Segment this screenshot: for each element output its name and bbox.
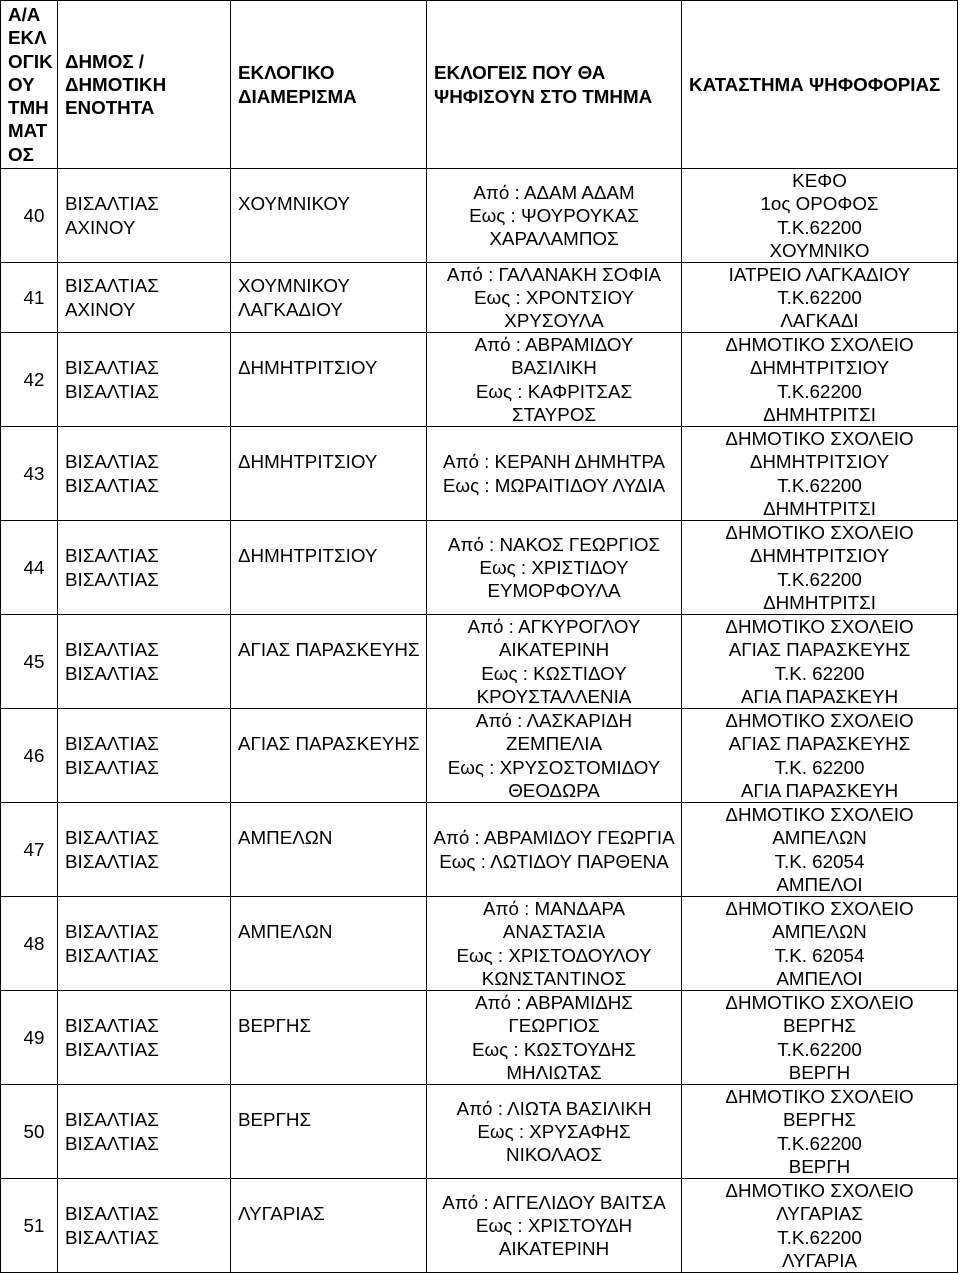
header-line: ΕΝΟΤΗΤΑ: [65, 97, 155, 119]
cell-electoral-district: [231, 521, 427, 615]
cell-electoral-district: [231, 991, 427, 1085]
header-line: ΟΣ: [8, 143, 34, 165]
polling-station-line: 1ος ΟΡΟΦΟΣ: [760, 193, 879, 215]
cell-polling-station: [682, 803, 958, 897]
cell-municipality: [58, 263, 231, 333]
municipality-line: ΒΙΣΑΛΤΙΑΣ: [65, 1226, 159, 1248]
header-line: ΕΚΛΟΓΙΚΟ: [238, 62, 335, 84]
cell-polling-station: [682, 615, 958, 709]
municipality-line: ΒΙΣΑΛΤΙΑΣ: [65, 193, 159, 215]
cell-voters: [427, 427, 682, 521]
voters-line: ΜΗΛΙΩΤΑΣ: [506, 1061, 602, 1083]
voters-line: Εως : ΛΩΤΙΔΟΥ ΠΑΡΘΕΝΑ: [439, 850, 669, 872]
polling-station-line: ΔΗΜΗΤΡΙΤΣΙ: [763, 497, 876, 519]
district-line: ΛΥΓΑΡΙΑΣ: [238, 1203, 325, 1225]
cell-polling-station: [682, 169, 958, 263]
district-lines: [238, 1014, 311, 1061]
municipality-line: ΒΙΣΑΛΤΙΑΣ: [65, 1109, 159, 1131]
municipality-line: ΒΙΣΑΛΤΙΑΣ: [65, 568, 159, 590]
cell-voters: [427, 709, 682, 803]
cell-electoral-district: [231, 897, 427, 991]
district-lines: [238, 450, 377, 497]
voters-line: Από : ΜΑΝΔΑΡΑ: [482, 897, 626, 919]
cell-polling-station: [682, 897, 958, 991]
district-line: ΔΗΜΗΤΡΙΤΣΙΟΥ: [238, 451, 378, 473]
voters-line: Εως : ΚΩΣΤΟΥΔΗΣ: [471, 1038, 637, 1060]
cell-electoral-district: [231, 1085, 427, 1179]
polling-station-line: ΔΗΜΗΤΡΙΤΣΙ: [763, 403, 876, 425]
voters-line: Από : ΑΓΓΕΛΙΔΟΥ ΒΑΙΤΣΑ: [442, 1191, 666, 1213]
polling-station-line: ΔΗΜΟΤΙΚΟ ΣΧΟΛΕΙΟ: [725, 333, 914, 355]
polling-station-line: ΒΕΡΓΗ: [788, 1061, 851, 1083]
cell-voters: [427, 991, 682, 1085]
voters-line: ΚΡΟΥΣΤΑΛΛΕΝΙΑ: [476, 685, 632, 707]
polling-station-line: ΔΗΜΗΤΡΙΤΣΙΟΥ: [749, 545, 890, 567]
polling-station-line: ΔΗΜΟΤΙΚΟ ΣΧΟΛΕΙΟ: [725, 991, 914, 1013]
polling-station-line: ΚΕΦΟ: [792, 169, 847, 191]
voters-line: ΒΑΣΙΛΙΚΗ: [511, 357, 597, 379]
polling-station-line: ΛΥΓΑΡΙΑ: [781, 1249, 858, 1271]
polling-station-line: Τ.Κ. 62200: [774, 756, 865, 778]
cell-municipality: [58, 333, 231, 427]
polling-station-line: Τ.Κ.62200: [777, 380, 862, 402]
cell-municipality: [58, 427, 231, 521]
municipality-line: ΒΙΣΑΛΤΙΑΣ: [65, 827, 159, 849]
header-voters: [427, 1, 682, 169]
voters-line: Από : ΚΕΡΑΝΗ ΔΗΜΗΤΡΑ: [442, 451, 666, 473]
cell-polling-station: [682, 263, 958, 333]
voters-line: Από : ΛΙΩΤΑ ΒΑΣΙΛΙΚΗ: [456, 1097, 652, 1119]
voters-line: ΑΙΚΑΤΕΡΙΝΗ: [498, 1238, 610, 1260]
section-number: 48: [23, 932, 45, 954]
header-line: ΟΓΙΚ: [8, 50, 53, 72]
voters-line: Από : ΛΑΣΚΑΡΙΔΗ: [475, 709, 633, 731]
cell-voters: [427, 615, 682, 709]
voters-line: Εως : ΧΡΙΣΤΟΥΔΗ: [475, 1214, 633, 1236]
polling-station-line: Τ.Κ.62200: [777, 474, 862, 496]
municipality-line: ΒΙΣΑΛΤΙΑΣ: [65, 1132, 159, 1154]
voters-line: ΧΑΡΑΛΑΜΠΟΣ: [489, 228, 619, 250]
cell-polling-station: [682, 709, 958, 803]
voters-line: Εως : ΧΡΥΣΑΦΗΣ: [477, 1120, 631, 1142]
polling-station-line: ΔΗΜΟΤΙΚΟ ΣΧΟΛΕΙΟ: [725, 709, 914, 731]
polling-station-line: ΔΗΜΟΤΙΚΟ ΣΧΟΛΕΙΟ: [725, 615, 914, 637]
voters-line: Εως : ΧΡΙΣΤΟΔΟΥΛΟΥ: [456, 944, 652, 966]
cell-voters: [427, 1179, 682, 1273]
polling-station-line: Τ.Κ.62200: [777, 216, 862, 238]
district-line: ΑΓΙΑΣ ΠΑΡΑΣΚΕΥΗΣ: [238, 639, 420, 661]
polling-station-line: ΔΗΜΟΤΙΚΟ ΣΧΟΛΕΙΟ: [725, 897, 914, 919]
polling-station-line: Τ.Κ.62200: [777, 568, 862, 590]
district-lines: [238, 274, 350, 321]
cell-electoral-district: [231, 263, 427, 333]
voters-line: ΕΥΜΟΡΦΟΥΛΑ: [487, 580, 621, 602]
district-line: ΔΗΜΗΤΡΙΤΣΙΟΥ: [238, 357, 378, 379]
municipality-line: ΒΙΣΑΛΤΙΑΣ: [65, 639, 159, 661]
voters-line: Εως : ΨΟΥΡΟΥΚΑΣ: [469, 204, 639, 226]
cell-electoral-district: [231, 333, 427, 427]
polling-station-line: ΑΓΙΑΣ ΠΑΡΑΣΚΕΥΗΣ: [728, 733, 911, 755]
voters-line: Από : ΑΔΑΜ ΑΔΑΜ: [473, 181, 635, 203]
cell-municipality: [58, 615, 231, 709]
municipality-line: ΑΧΙΝΟΥ: [65, 216, 136, 238]
voters-line: Από : ΓΑΛΑΝΑΚΗ ΣΟΦΙΑ: [446, 263, 662, 285]
cell-voters: [427, 1085, 682, 1179]
municipality-line: ΒΙΣΑΛΤΙΑΣ: [65, 380, 159, 402]
municipality-line: ΒΙΣΑΛΤΙΑΣ: [65, 357, 159, 379]
polling-station-line: Τ.Κ.62200: [777, 1226, 862, 1248]
voters-line: Εως : ΧΡΥΣΟΣΤΟΜΙΔΟΥ: [447, 756, 661, 778]
polling-station-line: Τ.Κ.62200: [777, 1132, 862, 1154]
district-lines: [238, 1108, 311, 1155]
cell-section-number: [1, 991, 58, 1085]
header-line: ΤΜΗ: [8, 97, 49, 119]
voters-line: Από : ΝΑΚΟΣ ΓΕΩΡΓΙΟΣ: [447, 533, 661, 555]
cell-section-number: [1, 897, 58, 991]
cell-polling-station: [682, 427, 958, 521]
polling-station-line: ΒΕΡΓΗ: [788, 1155, 851, 1177]
municipality-line: ΒΙΣΑΛΤΙΑΣ: [65, 545, 159, 567]
header-municipality: [58, 1, 231, 169]
cell-electoral-district: [231, 803, 427, 897]
voters-line: Εως : ΧΡΟΝΤΣΙΟΥ: [474, 286, 634, 308]
polling-station-line: Τ.Κ.62200: [777, 286, 862, 308]
header-line: ΜΑΤ: [8, 120, 48, 142]
cell-municipality: [58, 1085, 231, 1179]
municipality-line: ΒΙΣΑΛΤΙΑΣ: [65, 756, 159, 778]
section-number: 44: [23, 556, 45, 578]
header-line: ΔΗΜΟΤΙΚΗ: [65, 73, 167, 95]
header-line: ΔΙΑΜΕΡΙΣΜΑ: [238, 85, 357, 107]
section-number: 46: [23, 744, 45, 766]
voters-line: ΧΡΥΣΟΥΛΑ: [504, 310, 604, 332]
voters-line: ΖΕΜΠΕΛΙΑ: [505, 733, 603, 755]
district-lines: [238, 638, 420, 685]
cell-municipality: [58, 991, 231, 1085]
voters-line: Από : ΑΓΚΥΡΟΓΛΟΥ: [467, 615, 641, 637]
section-number: 41: [23, 286, 45, 308]
polling-station-line: ΑΓΙΑΣ ΠΑΡΑΣΚΕΥΗΣ: [728, 639, 911, 661]
polling-station-line: ΔΗΜΗΤΡΙΤΣΙΟΥ: [749, 357, 890, 379]
header-line: ΕΚΛ: [8, 27, 47, 49]
polling-station-line: ΑΜΠΕΛΩΝ: [772, 921, 867, 943]
cell-voters: [427, 169, 682, 263]
cell-electoral-district: [231, 1179, 427, 1273]
cell-section-number: [1, 1179, 58, 1273]
municipality-line: ΒΙΣΑΛΤΙΑΣ: [65, 474, 159, 496]
polling-station-line: ΔΗΜΟΤΙΚΟ ΣΧΟΛΕΙΟ: [725, 521, 914, 543]
municipality-line: ΒΙΣΑΛΤΙΑΣ: [65, 451, 159, 473]
polling-station-line: ΔΗΜΗΤΡΙΤΣΙΟΥ: [749, 451, 890, 473]
polling-station-line: ΔΗΜΟΤΙΚΟ ΣΧΟΛΕΙΟ: [725, 427, 914, 449]
district-lines: [238, 732, 420, 779]
polling-station-line: ΙΑΤΡΕΙΟ ΛΑΓΚΑΔΙΟΥ: [728, 263, 911, 285]
cell-polling-station: [682, 333, 958, 427]
municipality-line: ΒΙΣΑΛΤΙΑΣ: [65, 1015, 159, 1037]
cell-voters: [427, 897, 682, 991]
cell-municipality: [58, 1179, 231, 1273]
cell-section-number: [1, 427, 58, 521]
district-line: ΛΑΓΚΑΔΙΟΥ: [238, 298, 343, 320]
section-number: 47: [23, 838, 45, 860]
polling-station-line: ΔΗΜΟΤΙΚΟ ΣΧΟΛΕΙΟ: [725, 1085, 914, 1107]
municipality-line: ΒΙΣΑΛΤΙΑΣ: [65, 275, 159, 297]
district-lines: [238, 356, 377, 403]
polling-station-line: ΑΜΠΕΛΟΙ: [776, 967, 863, 989]
polling-station-line: Τ.Κ. 62054: [774, 850, 865, 872]
cell-electoral-district: [231, 709, 427, 803]
municipality-line: ΒΙΣΑΛΤΙΑΣ: [65, 944, 159, 966]
cell-voters: [427, 803, 682, 897]
section-number: 50: [23, 1120, 45, 1142]
polling-station-line: ΔΗΜΟΤΙΚΟ ΣΧΟΛΕΙΟ: [725, 1179, 914, 1201]
cell-section-number: [1, 263, 58, 333]
header-line: ΨΗΦΙΣΟΥΝ ΣΤΟ ΤΜΗΜΑ: [434, 85, 653, 107]
district-line: ΑΜΠΕΛΩΝ: [238, 827, 333, 849]
cell-municipality: [58, 169, 231, 263]
header-line: Α/Α: [8, 3, 41, 25]
cell-voters: [427, 263, 682, 333]
voters-line: Από : ΑΒΡΑΜΙΔΗΣ: [475, 991, 633, 1013]
district-line: ΧΟΥΜΝΙΚΟΥ: [238, 275, 350, 297]
polling-station-line: ΛΑΓΚΑΔΙ: [780, 310, 859, 332]
municipality-line: ΒΙΣΑΛΤΙΑΣ: [65, 733, 159, 755]
polling-station-line: ΑΓΙΑ ΠΑΡΑΣΚΕΥΗ: [740, 779, 899, 801]
polling-station-line: Τ.Κ. 62054: [774, 944, 865, 966]
district-line: ΑΜΠΕΛΩΝ: [238, 921, 333, 943]
header-line: ΔΗΜΟΣ /: [65, 50, 145, 72]
cell-section-number: [1, 169, 58, 263]
voters-line: ΓΕΩΡΓΙΟΣ: [508, 1015, 600, 1037]
voters-line: ΣΤΑΥΡΟΣ: [511, 403, 597, 425]
polling-station-line: ΧΟΥΜΝΙΚΟ: [769, 239, 870, 261]
district-line: ΑΓΙΑΣ ΠΑΡΑΣΚΕΥΗΣ: [238, 733, 420, 755]
header-line: ΟΥ: [8, 73, 35, 95]
polling-station-line: ΒΕΡΓΗΣ: [782, 1109, 857, 1131]
district-lines: [238, 920, 332, 967]
cell-electoral-district: [231, 615, 427, 709]
voters-line: ΑΝΑΣΤΑΣΙΑ: [502, 921, 606, 943]
municipality-line: ΒΙΣΑΛΤΙΑΣ: [65, 1203, 159, 1225]
district-lines: [238, 192, 350, 239]
section-number: 40: [23, 204, 45, 226]
section-number: 49: [23, 1026, 45, 1048]
district-lines: [238, 544, 377, 591]
polling-station-line: Τ.Κ.62200: [777, 1038, 862, 1060]
district-line: ΒΕΡΓΗΣ: [238, 1015, 312, 1037]
voters-line: ΝΙΚΟΛΑΟΣ: [506, 1144, 602, 1166]
cell-section-number: [1, 615, 58, 709]
district-line: ΧΟΥΜΝΙΚΟΥ: [238, 193, 350, 215]
polling-station-line: ΔΗΜΟΤΙΚΟ ΣΧΟΛΕΙΟ: [725, 803, 914, 825]
cell-section-number: [1, 1085, 58, 1179]
voters-line: ΘΕΟΔΩΡΑ: [508, 779, 600, 801]
cell-municipality: [58, 521, 231, 615]
voters-line: Εως : ΜΩΡΑΙΤΙΔΟΥ ΛΥΔΙΑ: [442, 474, 666, 496]
voters-line: ΑΙΚΑΤΕΡΙΝΗ: [498, 639, 610, 661]
cell-municipality: [58, 709, 231, 803]
section-number: 43: [23, 462, 45, 484]
voters-line: Εως : ΚΩΣΤΙΔΟΥ: [481, 662, 627, 684]
section-number: 45: [23, 650, 45, 672]
polling-station-line: Τ.Κ. 62200: [774, 662, 865, 684]
cell-municipality: [58, 803, 231, 897]
municipality-line: ΑΧΙΝΟΥ: [65, 298, 136, 320]
district-lines: [238, 1202, 325, 1249]
municipality-line: ΒΙΣΑΛΤΙΑΣ: [65, 662, 159, 684]
header-section-number: [1, 1, 58, 169]
cell-municipality: [58, 897, 231, 991]
voters-line: Εως : ΚΑΦΡΙΤΣΑΣ: [475, 380, 633, 402]
voters-line: Εως : ΧΡΙΣΤΙΔΟΥ: [479, 556, 629, 578]
voters-line: Από : ΑΒΡΑΜΙΔΟΥ ΓΕΩΡΓΙΑ: [433, 827, 675, 849]
district-line: ΔΗΜΗΤΡΙΤΣΙΟΥ: [238, 545, 378, 567]
polling-station-line: ΛΥΓΑΡΙΑΣ: [776, 1203, 863, 1225]
cell-polling-station: [682, 1085, 958, 1179]
header-electoral-district: [231, 1, 427, 169]
header-polling-station: [682, 1, 958, 169]
section-number: 42: [23, 368, 45, 390]
municipality-line: ΒΙΣΑΛΤΙΑΣ: [65, 1038, 159, 1060]
cell-section-number: [1, 803, 58, 897]
cell-section-number: [1, 709, 58, 803]
voters-line: Από : ΑΒΡΑΜΙΔΟΥ: [474, 333, 634, 355]
polling-station-line: ΑΓΙΑ ΠΑΡΑΣΚΕΥΗ: [740, 685, 899, 707]
cell-polling-station: [682, 521, 958, 615]
cell-voters: [427, 521, 682, 615]
cell-voters: [427, 333, 682, 427]
voters-line: ΚΩΝΣΤΑΝΤΙΝΟΣ: [481, 967, 627, 989]
cell-electoral-district: [231, 169, 427, 263]
district-lines: [238, 826, 332, 873]
polling-station-line: ΔΗΜΗΤΡΙΤΣΙ: [763, 591, 876, 613]
cell-section-number: [1, 333, 58, 427]
cell-polling-station: [682, 991, 958, 1085]
cell-electoral-district: [231, 427, 427, 521]
cell-polling-station: [682, 1179, 958, 1273]
section-number: 51: [23, 1214, 45, 1236]
cell-section-number: [1, 521, 58, 615]
header-line: ΚΑΤΑΣΤΗΜΑ ΨΗΦΟΦΟΡΙΑΣ: [689, 73, 941, 95]
header-line: ΕΚΛΟΓΕΙΣ ΠΟΥ ΘΑ: [434, 62, 606, 84]
district-line: ΒΕΡΓΗΣ: [238, 1109, 312, 1131]
municipality-line: ΒΙΣΑΛΤΙΑΣ: [65, 921, 159, 943]
municipality-line: ΒΙΣΑΛΤΙΑΣ: [65, 850, 159, 872]
polling-station-line: ΑΜΠΕΛΟΙ: [776, 873, 863, 895]
polling-station-line: ΑΜΠΕΛΩΝ: [772, 827, 867, 849]
polling-station-line: ΒΕΡΓΗΣ: [782, 1015, 857, 1037]
